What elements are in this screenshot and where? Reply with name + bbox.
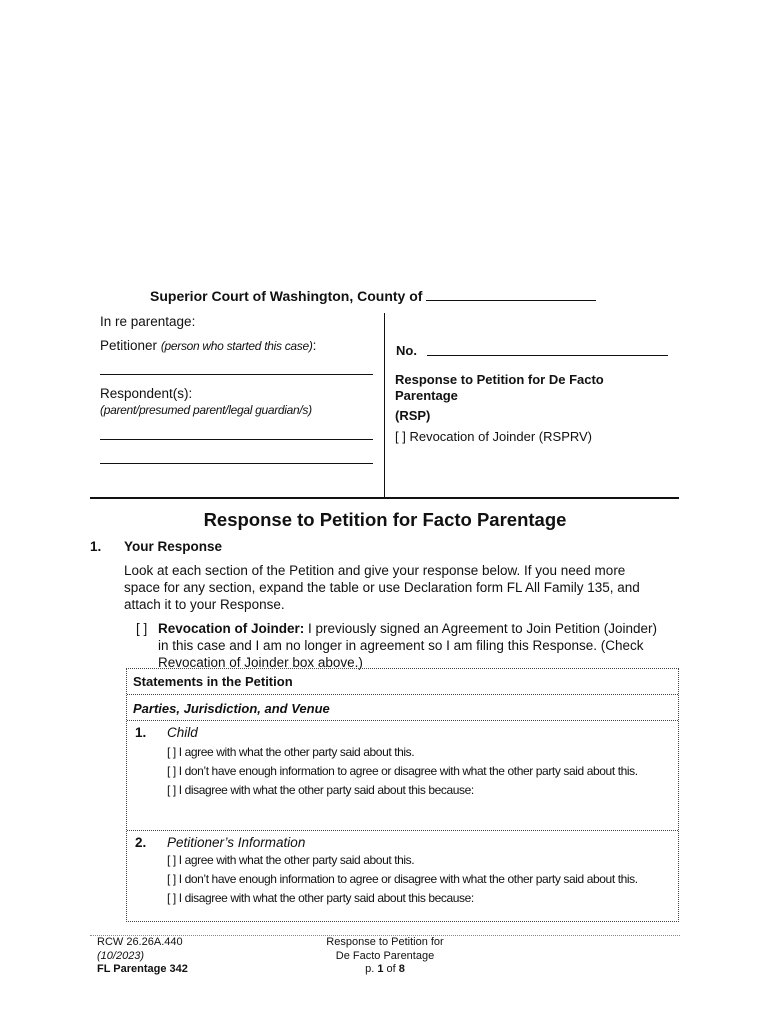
table-subheader: Parties, Jurisdiction, and Venue: [133, 701, 330, 716]
court-title: [150, 288, 596, 304]
caption-bottom-rule: [90, 497, 679, 499]
option-disagree[interactable]: [ ] I disagree with what the other party said about this because:: [167, 891, 474, 905]
case-no-label: No.: [396, 343, 417, 358]
petitioner-label: Petitioner: [100, 338, 158, 353]
court-title-text: Superior Court of Washington, County of: [150, 288, 423, 304]
respondent-label: Respondent(s):: [100, 386, 193, 401]
petitioner-colon: :: [312, 338, 317, 353]
item-number: 2.: [135, 835, 147, 850]
intro-paragraph: Look at each section of the Petition and give your response below. If you need more space for any section, expand the table or use Declaration form FL All Family 135, and attach it to your Response.: [124, 563, 640, 612]
footer-page-number: [285, 963, 485, 977]
footer-form-id: FL Parentage 342: [97, 963, 188, 975]
option-agree[interactable]: [ ] I agree with what the other party said about this.: [167, 853, 415, 867]
page-title: Response to Petition for Facto Parentage: [203, 509, 567, 530]
statements-table: [126, 668, 679, 922]
petitioner-name-line[interactable]: [100, 374, 373, 375]
caption-divider: [384, 313, 385, 499]
doc-title-line2: Parentage: [395, 388, 458, 403]
option-disagree[interactable]: [ ] I disagree with what the other party said about this because:: [167, 783, 474, 797]
section-number: 1.: [90, 539, 102, 554]
revocation-bold-label: Revocation of Joinder:: [158, 621, 305, 636]
page-prefix: p.: [365, 963, 375, 975]
revocation-text: I previously signed an Agreement to Join Petition (Joinder) in this case and I am no longer in agreement so I am filing this Response. (Check Revocation of Joinder box above.): [158, 621, 657, 670]
footer-rcw: RCW 26.26A.440: [97, 936, 183, 948]
revocation-checkbox[interactable]: [ ]: [136, 621, 148, 636]
respondent-name-line-1[interactable]: [100, 439, 373, 440]
table-header: Statements in the Petition: [133, 674, 293, 689]
section-heading: Your Response: [124, 539, 223, 554]
option-agree[interactable]: [ ] I agree with what the other party said about this.: [167, 745, 415, 759]
option-not-enough-info[interactable]: [ ] I don’t have enough information to agree or disagree with what the other party said about this.: [167, 872, 638, 886]
in-re-label: In re parentage:: [100, 314, 196, 329]
table-row-child: [127, 721, 678, 831]
table-header-row: [127, 669, 678, 695]
item-label-child: Child: [167, 725, 198, 740]
county-blank-line[interactable]: [426, 288, 596, 301]
footer-center: [285, 936, 485, 977]
case-number-line[interactable]: [427, 355, 668, 356]
footer-left: [97, 936, 188, 977]
page-total: 8: [398, 963, 405, 975]
revocation-of-joinder-checkbox[interactable]: [ ] Revocation of Joinder (RSPRV): [395, 429, 593, 444]
item-number: 1.: [135, 725, 147, 740]
footer-center-line1: Response to Petition for: [326, 936, 444, 948]
table-row-petitioner: [127, 831, 678, 921]
petitioner-hint: (person who started this case): [160, 339, 313, 353]
page-of: of: [386, 963, 396, 975]
doc-title-line1: Response to Petition for De Facto: [395, 372, 604, 387]
footer-center-line2: De Facto Parentage: [335, 949, 435, 962]
petitioner-label-row: [100, 338, 316, 353]
table-subheader-row: [127, 695, 678, 721]
doc-code: (RSP): [395, 408, 431, 423]
item-label-petitioner: Petitioner’s Information: [167, 835, 306, 850]
option-not-enough-info[interactable]: [ ] I don’t have enough information to agree or disagree with what the other party said about this.: [167, 764, 638, 778]
revocation-item: [136, 620, 666, 670]
footer-date: (10/2023): [97, 949, 145, 962]
revocation-text-block: [158, 620, 668, 671]
respondent-name-line-2[interactable]: [100, 463, 373, 464]
respondent-hint: (parent/presumed parent/legal guardian/s): [100, 403, 312, 417]
page-current: 1: [377, 963, 384, 975]
